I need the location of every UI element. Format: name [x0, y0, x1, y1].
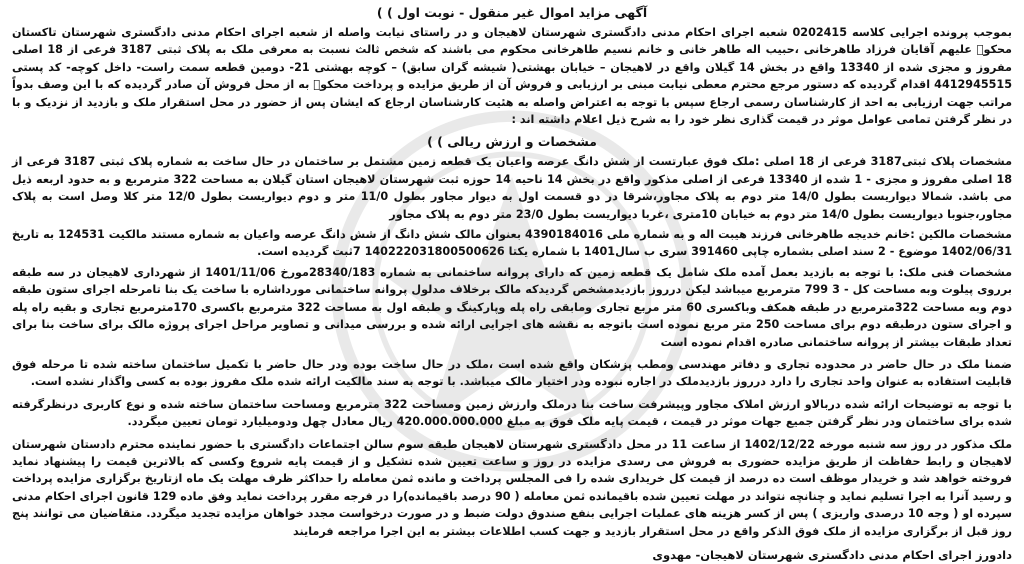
signature-line: دادورز اجرای احکام مدنی دادگستری شهرستان لاهیجان- مهدوی	[652, 547, 1012, 562]
intro-paragraph: بموجب پرونده اجرایی کلاسه 0202415 شعبه اجرای احکام مدنی دادگستری شهرستان لاهیجان و در راستای نیابت واصله از شعبه اجرای احکام مدنی دادگستری شهرستان تاکستان محکوۖ علیهم آقایان فرزاد طاهرخانی ،حبیب اله طاهر خانی و خانم نسیم طاهرخانی محکوم می باشند که شخص ثالث نسبت به معرفی ملک به پلاک ثبتی 3187 فرعی از 18 اصلی مفروز و مجزی شده از 13340 واقع در بخش 14 گیلان واقع در لاهیجان – خیابان بهشتی( شیشه گران سابق) – کوچه بهشتی 21- دومین قطعه سمت راست- داخل کوچه- کد پستی 4412945515 اقدام گردیده که دستور مرجع محترم معطی نیابت مبنی بر ارزیابی و فروش آن از طریق مزایده و پرداخت محکوۖ به از محل فروش آن صادر گردیده که با این وصف بدواً مراتب جهت ارزیابی به احد از کارشناسان رسمی ارجاع سپس با توجه به اعتراض واصله به هئیت کارشناسان ارجاع که ایشان پس از حضور در محل استقرار ملک و بازدید از نزدیک و با در نظر گرفتن تمامی عوامل موثر در قیمت گذاری نظر خود را به شرح ذیل اعلام داشته اند :	[12, 26, 1012, 127]
section-heading: مشخصات و ارزش ریالی ) )	[427, 134, 597, 150]
notice-title: آگهی مزاید اموال غیر منقول - نوبت اول ) )	[376, 5, 648, 20]
item-1-property-specs: مشخصات پلاک ثبتی3187 فرعی از 18 اصلی :ملک فوق عبارتست از شش دانگ عرصه واعیان یک قطعه زمین مشتمل بر ساختمان در حال ساخت به شماره پلاک ثبتی 3187 فرعی از 18 اصلی مفروز و مجزی - 1 شده از 13340 فرعی از اصلی مذکور واقع در بخش 14 ناحیه 14 حوزه ثبت شهرستان لاهیجان استان گیلان به مساحت 322 مترمربع و به حدود اربعه ذیل می باشد. شمالا دیواریست بطول 14/0 متر دوم به پلاک مجاور،شرقا در دو قسمت اول به دیوار مجاور بطول 11/0 متر و دوم دیواریست بطول 12/0 متر کلا وصل است به پلاک مجاور،جنوبا دیواریست بطول 14/0 متر دوم به خیابان 10متری ،غربا دیواریست بطول 23/0 متر دوم به پلاک مجاور	[12, 155, 1013, 221]
location-status-paragraph: ضمنا ملک در حال حاضر در محدوده تجاری و دفاتر مهندسی ومطب پزشکان واقع شده است ،ملک در حال ساخت بوده ودر حال حاضر با تکمیل ساختمان ساخته شده تا مرحله فوق قابلیت استفاده به عنوان واحد تجاری را دارد درروز بازدیدملک در اجاره نبوده ودر اختیار مالک میباشد. با توجه به سند مالکیت ارائه شده ملک مفروز بوده به کسی واگذار نشده است.	[12, 357, 1012, 389]
valuation-paragraph: با توجه به توضیحات ارائه شده دربالاو ارزش املاک مجاور وپیشرفت ساخت بنا درملک وارزش زمین ومساحت 322 مترمربع ومساحت ساختمان ساخته شده و نوع کاربری درنظرگرفته شده برای ساختمان ودر نظر گرفتن جمیع جهات موثر در قیمت ، قیمت پایه ملک فوق به مبلغ 420.000.000.000 ریال معادل چهل ودومیلیارد تومان تعیین میگردد.	[12, 397, 1012, 429]
item-2-owner-specs: مشخصات مالکین :خانم خدیجه طاهرخانی فرزند هیبت اله و به شماره ملی 4390184016 بعنوان مالک شش دانگ از شش دانگ عرصه واعیان به شماره مستند مالکیت 124531 به تاریخ 1402/06/31 موضوع - 2 سند اصلی بشماره چاپی 391460 سری ب سال1401 با شماره یکتا 140222031800500626 7ثبت گردیده است.	[12, 228, 1012, 259]
auction-terms-paragraph: ملک مذکور در روز سه شنبه مورخه 1402/12/22 از ساعت 11 در محل دادگستری شهرستان لاهیجان طبقه سوم سالن اجتماعات دادگستری با حضور نماینده محترم دادستان شهرستان لاهیجان و رابط حفاظت از طریق مزایده حضوری به فروش می رسدی مزایده در روز و ساعت تعیین شده تشکیل و از قیمت پایه شروع وکسی که بالاترین قیمت را پیشنهاد نماید فروخته خواهد شد و خریدار موظف است ده درصد از قیمت کل خریداری شده را فی المجلس پرداخت و مانده ثمن معامله را حداکثر ظرف مهلت یک ماه ازتاریخ برگزاری مزایده پرداخت و رسید آنرا به اجرا تسلیم نماید و چنانچه نتواند در مهلت تعیین شده باقیمانده ثمن معامله ( 90 درصد باقیمانده)را در فرجه مقرر پرداخت نماید وفق ماده 129 قانون اجرای احکام مدنی سپرده او ( وجه 10 درصدی واریزی ) پس از کسر هزینه های عملیات اجرایی بنفع صندوق دولت ضبط و در صورت درخواست مجدد خواهان مزایده تجدید میگردد. متقاضیان می توانند پنج روز قبل از برگزاری مزایده از ملک فوق الذکر واقع در محل استقرار بازدید و جهت کسب اطلاعات بیشتر به این اجرا مراجعه فرمایند	[12, 437, 1013, 538]
item-3-technical-specs: مشخصات فنی ملک: با توجه به بازدید بعمل آمده ملک شامل یک قطعه زمین که دارای پروانه ساختمانی به شماره 28340/183مورخ 1401/11/06 از شهرداری لاهیجان در سه طبقه برروی پیلوت وبه مساحت کل - 3 799 مترمربع میباشد لیکن درروز بازدیدمشخص گردیدکه مالک برخلاف مدلول پروانه ساختمانی مورداشاره با ساخت یک بنا تامرحله اجرای ستون طبقه دوم وبه مساحت 322مترمربع در طبقه همکف وباکسری 60 متر مربع تجاری ومابقی راه پله وپارکینگ و طبقه اول به مساحت 322 مترمربع باکسری 170مترمربع تجاری و بقیه راه پله و اجرای ستون درطبقه دوم برای مساحت 250 متر مربع نموده است باتوجه به نقشه های اجرایی ارائه شده و بررسی میدانی و تصاویر مراحل اجرای پروژه مالک برای ساخت بنا برای تعداد طبقات بیشتر از پروانه ساختمانی صادره اقدام نموده است	[12, 265, 1013, 349]
